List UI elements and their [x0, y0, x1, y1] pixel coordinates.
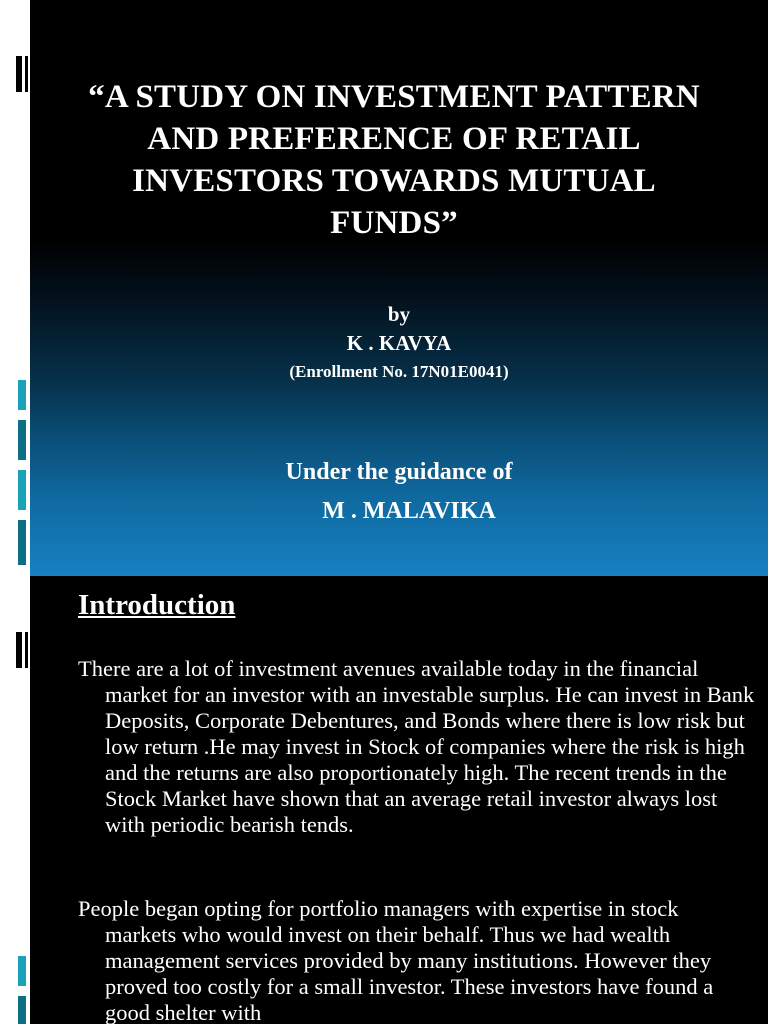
- presentation-title: “A STUDY ON INVESTMENT PATTERN AND PREFERENCE OF RETAIL INVESTORS TOWARDS MUTUAL FUNDS”: [88, 79, 700, 241]
- guidance-label: Under the guidance of: [285, 459, 513, 485]
- author-name: K . KAVYA: [346, 331, 452, 355]
- guide-name: M . MALAVIKA: [322, 498, 496, 524]
- introduction-slide: [0, 576, 768, 1024]
- edge-marker-icon: [16, 632, 30, 668]
- intro-paragraph-1: There are a lot of investment avenues available today in the financial market for an investor with an investable surplus. He can invest in Bank Deposits, Corporate Debentures, and Bonds where there is low risk but low return .He may invest in Stock of companies where the risk is high and the returns are also proportionately high. The recent trends in the Stock Market have shown that an average retail investor always lost with periodic bearish tends.: [78, 656, 755, 837]
- edge-marker-icon: [16, 56, 30, 92]
- edge-accent-strip-icon: [16, 380, 30, 570]
- edge-accent-strip-icon: [16, 956, 30, 1024]
- intro-paragraph-2: People began opting for portfolio managers with expertise in stock markets who would invest on their behalf. Thus we had wealth management services provided by many institutions. However they proved too costly for a small investor. These investors have found a good shelter with: [78, 896, 714, 1024]
- by-label: by: [387, 302, 411, 326]
- section-heading: Introduction: [78, 589, 236, 621]
- enrollment-number: (Enrollment No. 17N01E0041): [289, 362, 509, 381]
